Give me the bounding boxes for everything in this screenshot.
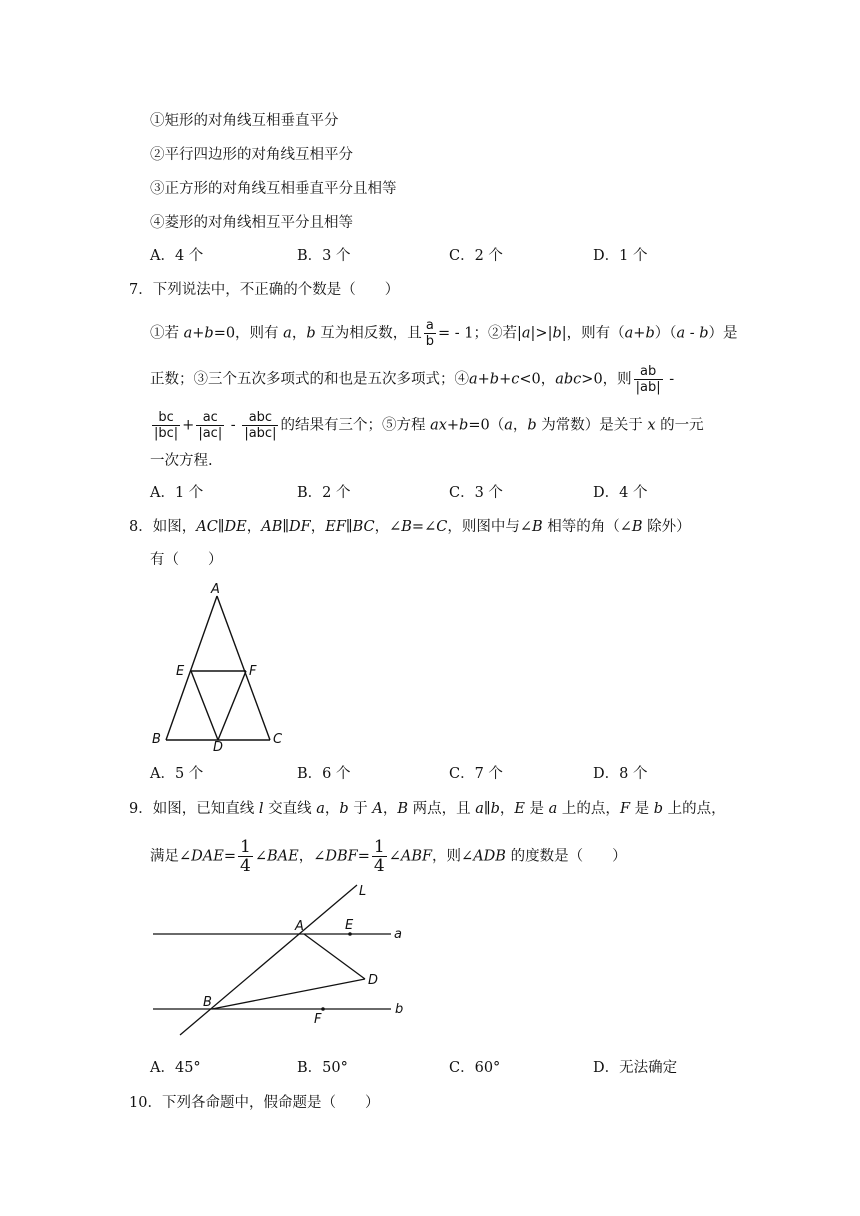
label-A: A xyxy=(295,919,304,934)
fraction-abc: $\frac{\text{abc}}{\text{|abc|}}$ xyxy=(244,410,277,441)
label-E: E xyxy=(176,664,185,679)
fraction-bc: $\frac{bc}{|bc|}$ xyxy=(154,410,179,441)
q6-option-a: A．4 个 xyxy=(150,248,204,264)
q6-option-b: B．3 个 xyxy=(297,248,351,264)
q6-item-4: ④菱形的对角线相互平分且相等 xyxy=(150,215,353,231)
fraction-a-over-b: $\frac{a}{b}$ xyxy=(425,318,434,349)
label-D: D xyxy=(368,973,379,988)
q8-option-c: C．7 个 xyxy=(449,766,503,782)
q7-line-2: 正数；③三个五次多项式的和也是五次多项式；④a+b+c<0，abc>0，则 $\frac{ab}{|ab|}$ - xyxy=(150,364,675,395)
q6-item-2: ②平行四边形的对角线互相平分 xyxy=(150,147,353,163)
q7-option-d: D．4 个 xyxy=(593,485,648,501)
fraction-one-quarter-2: $\frac{1}{4}$ xyxy=(373,837,385,876)
q8-option-b: B．6 个 xyxy=(297,766,351,782)
fraction-ab: $\frac{ab}{|ab|}$ xyxy=(635,364,661,395)
q8-option-d: D．8 个 xyxy=(593,766,648,782)
label-B: B xyxy=(203,995,212,1010)
q7-line-4: 一次方程. xyxy=(150,453,213,469)
q8-option-a: A．5 个 xyxy=(150,766,204,782)
q8-triangle-figure xyxy=(145,578,295,753)
q7-line-3: $\frac{bc}{|bc|}$ + $\frac{ac}{|ac|}$ - $\frac{\text{abc}}{\text{|abc|}}$ 的结果有三个；⑤方程 ax+b=0（a，b 为常数）是关于 x 的一元 xyxy=(154,410,704,441)
q9-option-a: A．45° xyxy=(150,1060,201,1076)
q9-option-c: C．60° xyxy=(449,1060,501,1076)
fraction-one-quarter-1: $\frac{1}{4}$ xyxy=(240,837,251,876)
q8-stem-line-2: 有（ ） xyxy=(150,552,223,568)
label-F: F xyxy=(314,1012,322,1027)
label-L: L xyxy=(359,884,367,899)
q7-line-1: ①若 a+b=0，则有 a，b 互为相反数，且 $\frac{a}{b}$ = - 1；②若|a|>|b|，则有（a+b）（a - b）是 xyxy=(150,318,738,349)
q6-option-c: C．2 个 xyxy=(449,248,503,264)
q8-stem-line-1: 8．如图，AC∥DE，AB∥DF，EF∥BC，∠B=∠C，则图中与∠B 相等的角（∠B 除外） xyxy=(129,519,691,535)
q9-option-b: B．50° xyxy=(297,1060,348,1076)
label-b: b xyxy=(395,1002,404,1017)
q6-item-1: ①矩形的对角线互相垂直平分 xyxy=(150,113,339,129)
q10-stem: 10．下列各命题中，假命题是（ ） xyxy=(129,1095,380,1111)
q7-stem: 7．下列说法中，不正确的个数是（ ） xyxy=(129,282,400,298)
q7-option-b: B．2 个 xyxy=(297,485,351,501)
label-D: D xyxy=(213,740,224,753)
label-B: B xyxy=(152,732,161,747)
q9-stem-line-1: 9．如图，已知直线 l 交直线 a，b 于 A，B 两点，且 a∥b，E 是 a 上的点，F 是 b 上的点， xyxy=(129,801,726,817)
q9-option-d: D．无法确定 xyxy=(593,1060,678,1076)
q9-parallel-lines-figure xyxy=(145,875,415,1040)
q6-item-3: ③正方形的对角线互相垂直平分且相等 xyxy=(150,181,397,197)
label-a: a xyxy=(394,927,402,942)
q9-stem-line-2: 满足∠DAE= $\frac{1}{4}$ ∠BAE，∠DBF= $\frac{1}{4}$ ∠ABF，则∠ADB 的度数是（ ） xyxy=(150,837,627,876)
q7-option-c: C．3 个 xyxy=(449,485,503,501)
label-F: F xyxy=(249,664,257,679)
q7-option-a: A．1 个 xyxy=(150,485,204,501)
label-A: A xyxy=(211,582,220,597)
fraction-ac: $\frac{ac}{|ac|}$ xyxy=(198,410,223,441)
q6-option-d: D．1 个 xyxy=(593,248,648,264)
label-C: C xyxy=(273,732,283,747)
label-E: E xyxy=(345,918,354,933)
